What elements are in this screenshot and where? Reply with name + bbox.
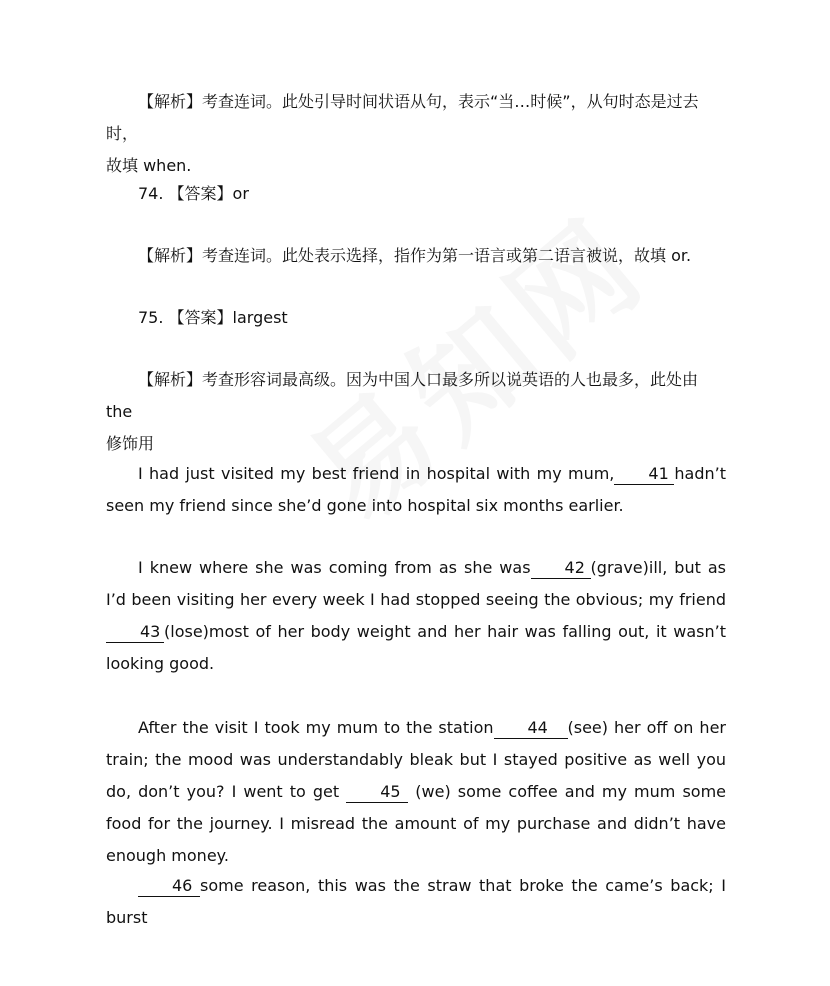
blank-42: 42 — [531, 558, 591, 579]
passage-text: (see) her off on her train; the mood was understandably bleak but I stayed positive as well you do, don’t you? I went to get — [106, 718, 726, 801]
analysis-73-line1: 【解析】考查连词。此处引导时间状语从句，表示“当…时候”，从句时态是过去时， — [106, 92, 699, 143]
passage-text: After the visit I took my mum to the station — [138, 718, 494, 737]
passage-paragraph-3 — [106, 712, 726, 872]
blank-46: 46 — [138, 876, 200, 897]
passage-text: some reason, this was the straw that broke the came’s back; I burst — [106, 876, 726, 927]
passage-text: I knew where she was coming from as she was — [138, 558, 531, 577]
analysis-75 — [106, 364, 726, 460]
blank-43: 43 — [106, 622, 164, 643]
analysis-73 — [106, 86, 726, 182]
analysis-73-line2: 故填 when. — [106, 156, 192, 175]
analysis-75-line1: 【解析】考查形容词最高级。因为中国人口最多所以说英语的人也最多，此处由 the — [106, 370, 699, 421]
passage-paragraph-4 — [106, 870, 726, 934]
passage-text: I had just visited my best friend in hospital with my mum, — [138, 464, 615, 483]
passage-text: (we) some coffee and my mum some food for the journey. I misread the amount of my purchase and didn’t have enough money. — [106, 782, 726, 865]
answer-75: 75. 【答案】largest — [138, 308, 288, 327]
passage-text: (lose)most of her body weight and her hair was falling out, it wasn’t looking good. — [106, 622, 726, 673]
passage-text: (grave)ill, but as I’d been visiting her every week I had stopped seeing the obvious; my friend — [106, 558, 727, 609]
passage-paragraph-2 — [106, 552, 726, 680]
answer-74: 74. 【答案】or — [138, 184, 249, 203]
blank-44: 44 — [494, 718, 568, 739]
passage-text: hadn’t seen my friend since she’d gone into hospital six months earlier. — [106, 464, 726, 515]
passage-paragraph-1 — [106, 458, 726, 522]
blank-45: 45 — [346, 782, 408, 803]
analysis-75-line2: 修饰用 — [106, 434, 155, 453]
analysis-74: 【解析】考查连词。此处表示选择，指作为第一语言或第二语言被说，故填 or. — [138, 246, 692, 265]
blank-41: 41 — [614, 464, 674, 485]
